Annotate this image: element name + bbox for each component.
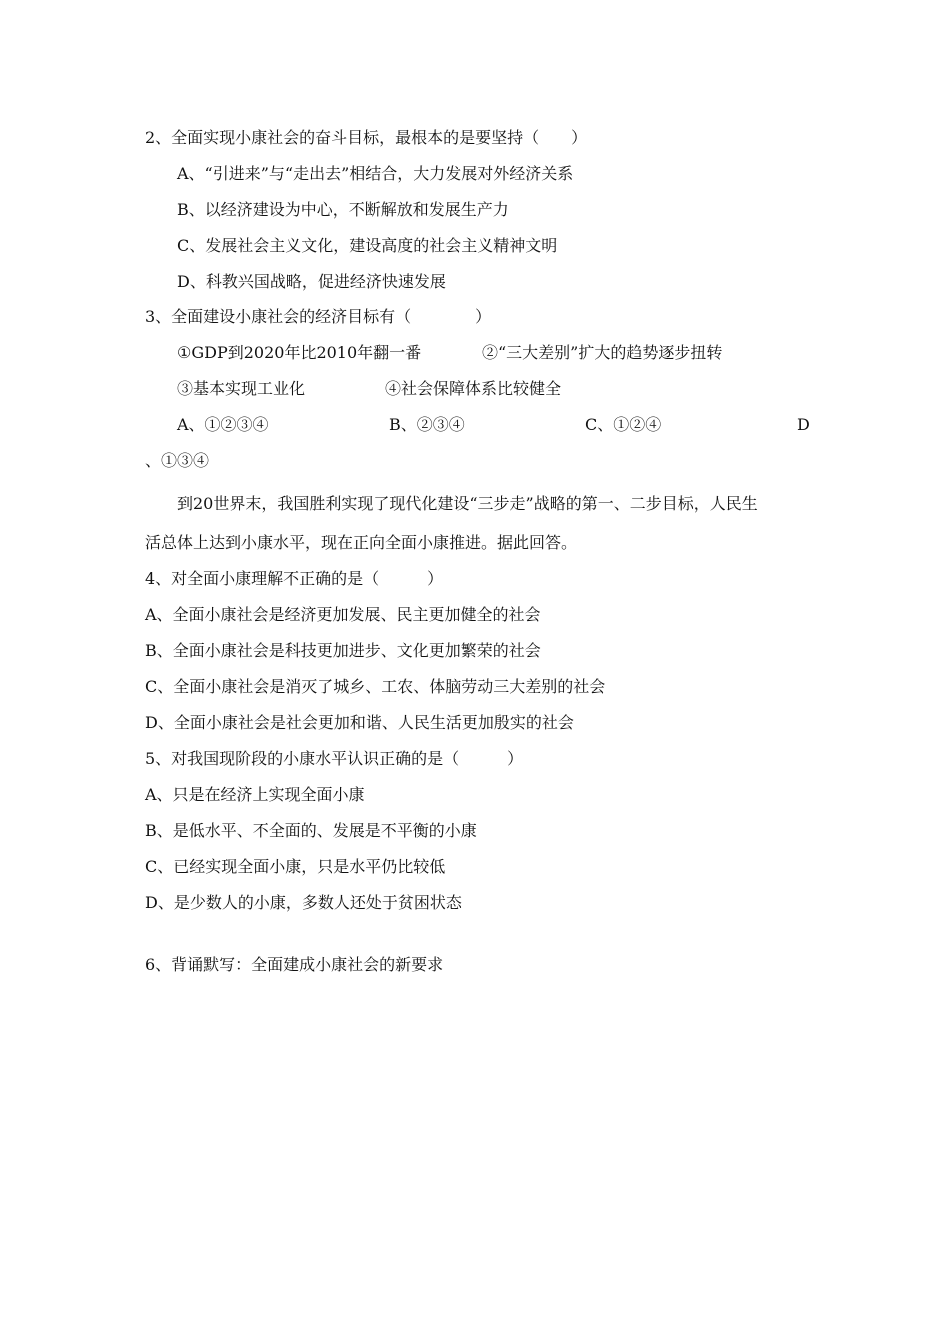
question-2-stem: 2、全面实现小康社会的奋斗目标，最根本的是要坚持（ ） <box>145 128 588 147</box>
question-5-option-b: B、是低水平、不全面的、发展是不平衡的小康 <box>145 821 477 840</box>
question-3-choice-a: A、①②③④ <box>177 415 269 434</box>
passage-line-2: 活总体上达到小康水平，现在正向全面小康推进。据此回答。 <box>145 533 578 552</box>
question-5-stem: 5、对我国现阶段的小康水平认识正确的是（ ） <box>145 749 524 768</box>
question-2-option-a: A、“引进来”与“走出去”相结合，大力发展对外经济关系 <box>177 164 574 183</box>
question-3-stem: 3、全面建设小康社会的经济目标有（ ） <box>145 307 492 326</box>
question-3-choice-d-continued: 、①③④ <box>145 451 210 470</box>
question-4-option-c: C、全面小康社会是消灭了城乡、工农、体脑劳动三大差别的社会 <box>145 677 606 696</box>
question-2-option-d: D、科教兴国战略，促进经济快速发展 <box>177 272 446 291</box>
question-3-item-3: ③基本实现工业化 <box>177 379 306 398</box>
question-4-option-a: A、全面小康社会是经济更加发展、民主更加健全的社会 <box>145 605 541 624</box>
question-2-option-b: B、以经济建设为中心，不断解放和发展生产力 <box>177 200 509 219</box>
passage-line-1: 到20世界末，我国胜利实现了现代化建设“三步走”战略的第一、二步目标，人民生 <box>177 494 758 513</box>
question-4-stem: 4、对全面小康理解不正确的是（ ） <box>145 569 444 588</box>
question-3-choice-c: C、①②④ <box>585 415 662 434</box>
question-4-option-d: D、全面小康社会是社会更加和谐、人民生活更加殷实的社会 <box>145 713 574 732</box>
question-3-choice-d: D <box>797 415 810 434</box>
question-5-option-d: D、是少数人的小康，多数人还处于贫困状态 <box>145 893 462 912</box>
question-2-option-c: C、发展社会主义文化，建设高度的社会主义精神文明 <box>177 236 558 255</box>
question-5-option-a: A、只是在经济上实现全面小康 <box>145 785 365 804</box>
question-5-option-c: C、已经实现全面小康，只是水平仍比较低 <box>145 857 446 876</box>
question-3-item-4: ④社会保障体系比较健全 <box>385 379 562 398</box>
question-3-choice-b: B、②③④ <box>389 415 465 434</box>
question-4-option-b: B、全面小康社会是科技更加进步、文化更加繁荣的社会 <box>145 641 541 660</box>
question-3-item-2: ②“三大差别”扩大的趋势逐步扭转 <box>482 343 723 362</box>
question-6-stem: 6、背诵默写：全面建成小康社会的新要求 <box>145 955 444 974</box>
question-3-item-1: ①GDP到2020年比2010年翻一番 <box>177 343 422 362</box>
